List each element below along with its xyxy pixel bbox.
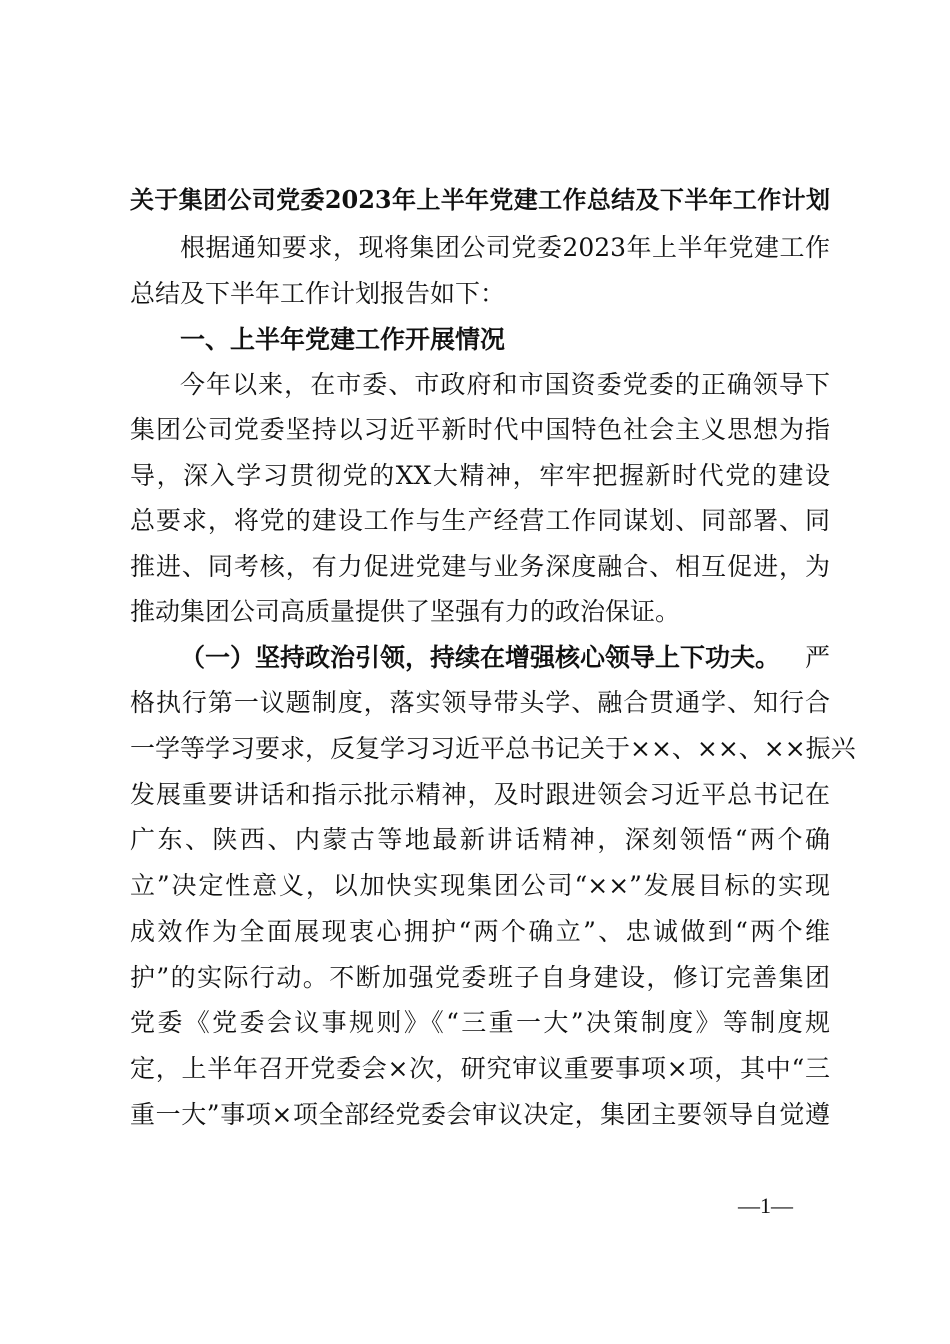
paragraph-line: 立”决定性意义，以加快实现集团公司“××”发展目标的实现 — [130, 871, 830, 900]
paragraph-line: 广东、陕西、内蒙古等地最新讲话精神，深刻领悟“两个确 — [130, 825, 830, 854]
intro-line: 总结及下半年工作计划报告如下： — [130, 279, 506, 308]
paragraph-line: 今年以来，在市委、市政府和市国资委党委的正确领导下 — [180, 370, 830, 399]
paragraph-line: 推动集团公司高质量提供了坚强有力的政治保证。 — [130, 597, 681, 626]
subsection-line — [180, 643, 830, 673]
paragraph-text: 严 — [804, 643, 830, 672]
paragraph-line: 导，深入学习贯彻党的XX大精神，牢牢把握新时代党的建设 — [130, 461, 830, 490]
paragraph-line: 一学等学习要求，反复学习习近平总书记关于××、××、××振兴 — [130, 734, 856, 763]
page-number: —1— — [738, 1193, 793, 1218]
document-title: 关于集团公司党委2023年上半年党建工作总结及下半年工作计划 — [130, 185, 830, 214]
section-heading: 一、上半年党建工作开展情况 — [180, 325, 506, 354]
paragraph-line: 定，上半年召开党委会×次，研究审议重要事项×项，其中“三 — [130, 1054, 830, 1083]
paragraph-line: 格执行第一议题制度，落实领导带头学、融合贯通学、知行合 — [130, 688, 830, 717]
paragraph-line: 护”的实际行动。不断加强党委班子自身建设，修订完善集团 — [130, 963, 830, 992]
paragraph-line: 重一大”事项×项全部经党委会审议决定，集团主要领导自觉遵 — [130, 1100, 830, 1129]
subsection-heading: （一）坚持政治引领，持续在增强核心领导上下功夫。 — [180, 643, 781, 672]
intro-line: 根据通知要求，现将集团公司党委2023年上半年党建工作 — [180, 233, 830, 262]
paragraph-line: 发展重要讲话和指示批示精神，及时跟进领会习近平总书记在 — [130, 780, 830, 809]
paragraph-line: 党委《党委会议事规则》《“三重一大”决策制度》等制度规 — [130, 1008, 830, 1037]
paragraph-line: 集团公司党委坚持以习近平新时代中国特色社会主义思想为指 — [130, 415, 830, 444]
paragraph-line: 成效作为全面展现衷心拥护“两个确立”、忠诚做到“两个维 — [130, 917, 830, 946]
paragraph-line: 总要求，将党的建设工作与生产经营工作同谋划、同部署、同 — [130, 506, 830, 535]
paragraph-line: 推进、同考核，有力促进党建与业务深度融合、相互促进，为 — [130, 552, 830, 581]
